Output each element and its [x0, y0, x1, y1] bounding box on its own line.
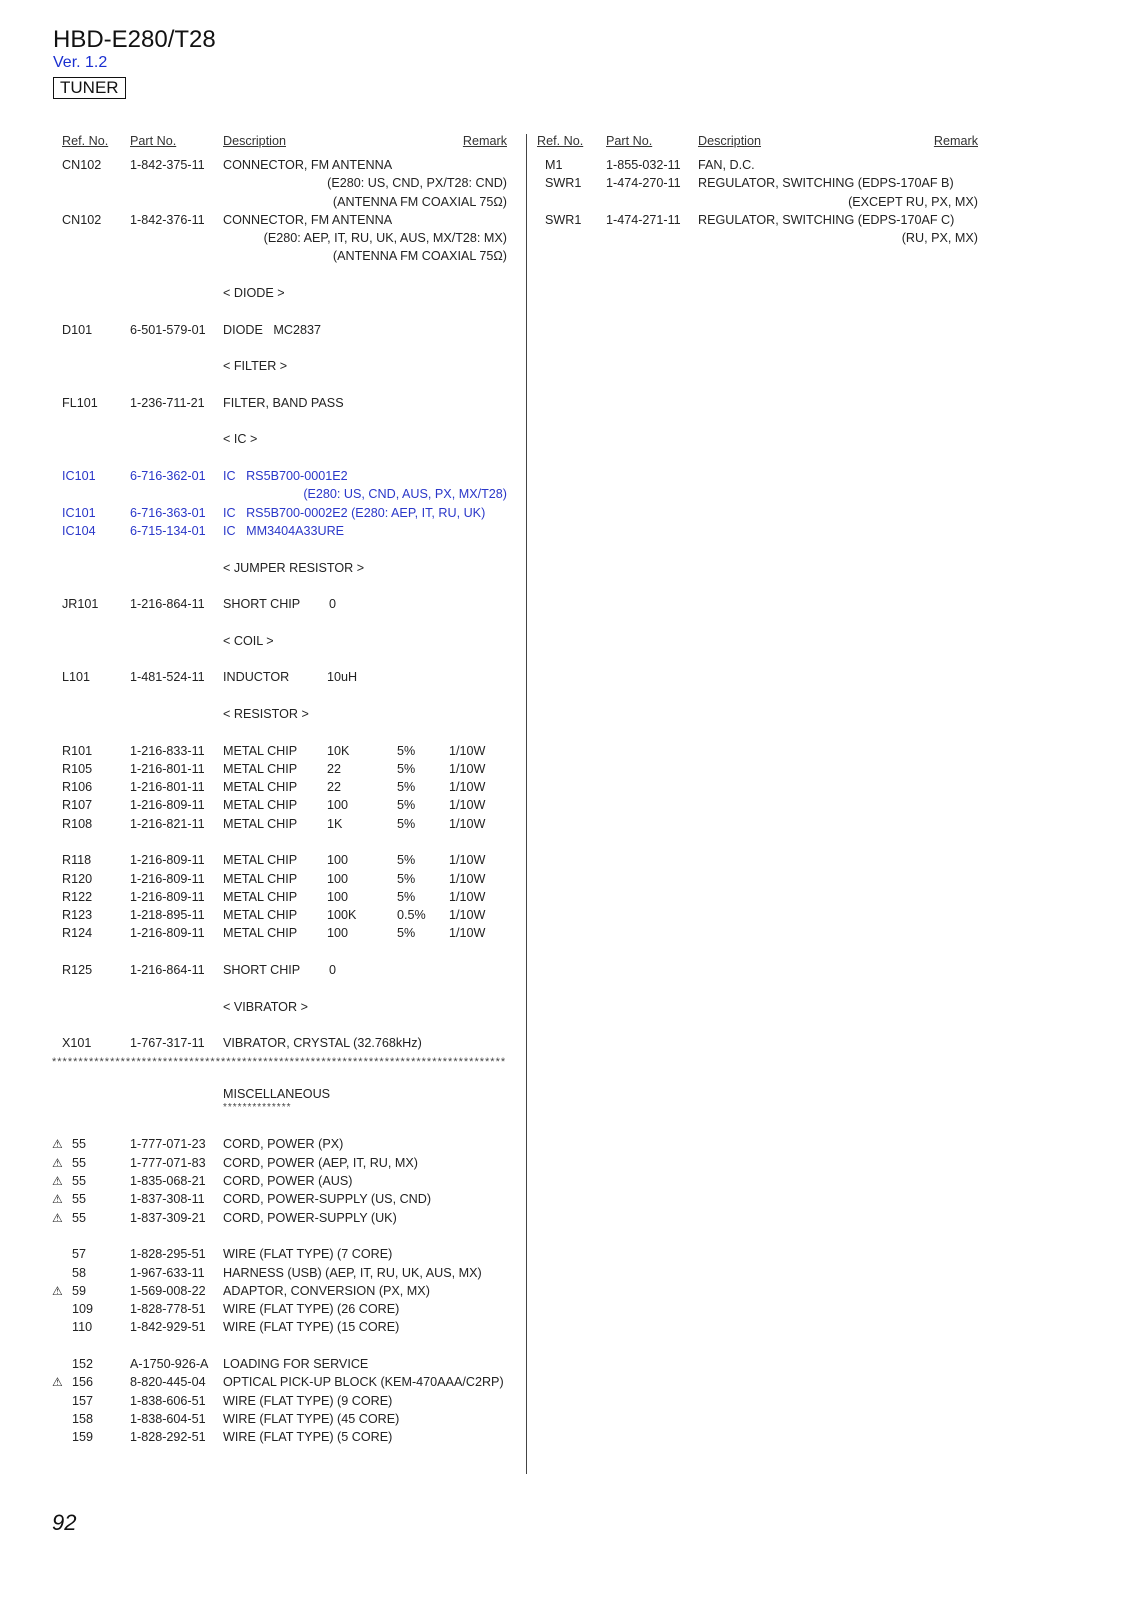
description: IC RS5B700-0002E2 (E280: AEP, IT, RU, UK)	[223, 505, 486, 520]
parts-row	[52, 1135, 518, 1153]
ref-no: D101	[62, 322, 93, 337]
parts-row	[52, 796, 518, 814]
value: 100	[327, 889, 349, 904]
parts-row	[52, 888, 518, 906]
power-rating: 1/10W	[449, 816, 486, 831]
power-rating: 1/10W	[449, 889, 486, 904]
column-header	[52, 134, 518, 156]
value: 100	[327, 926, 349, 941]
parts-row	[52, 760, 518, 778]
ref-no: 55	[72, 1137, 87, 1152]
description: CORD, POWER (AEP, IT, RU, MX)	[223, 1155, 418, 1170]
part-no: 1-842-376-11	[130, 212, 205, 227]
parts-row	[52, 778, 518, 796]
part-no: 1-838-606-51	[130, 1393, 206, 1408]
part-no: 1-767-317-11	[130, 1036, 205, 1051]
part-no: 1-216-801-11	[130, 761, 205, 776]
value: 100	[327, 853, 349, 868]
description-header: Description	[698, 134, 761, 148]
category-heading: < IC >	[223, 432, 258, 447]
part-no: A-1750-926-A	[130, 1357, 209, 1371]
power-rating: 1/10W	[449, 871, 486, 886]
description: WIRE (FLAT TYPE) (5 CORE)	[223, 1430, 393, 1445]
resistor-group-1	[52, 742, 518, 833]
value: 10K	[327, 743, 350, 758]
part-no: 1-474-271-11	[606, 212, 681, 227]
ref-no: 109	[72, 1302, 94, 1317]
category-heading: < COIL >	[223, 633, 274, 648]
parts-row	[52, 1373, 518, 1391]
description: WIRE (FLAT TYPE) (7 CORE)	[223, 1247, 393, 1262]
part-no: 1-216-809-11	[130, 798, 205, 813]
part-no: 1-216-809-11	[130, 853, 205, 868]
ref-no: CN102	[62, 158, 102, 172]
parts-row	[52, 1209, 518, 1227]
ref-no: R123	[62, 908, 93, 923]
tolerance: 5%	[397, 871, 416, 886]
ref-no: 57	[72, 1247, 87, 1262]
ref-no: 55	[72, 1174, 87, 1189]
description: METAL CHIP	[223, 908, 298, 923]
power-rating: 1/10W	[449, 761, 486, 776]
value: 0	[329, 963, 337, 978]
tolerance: 5%	[397, 853, 416, 868]
part-no: 1-216-864-11	[130, 963, 205, 978]
version-label: Ver. 1.2	[53, 54, 108, 71]
part-no: 6-716-363-01	[130, 505, 206, 520]
tolerance: 0.5%	[397, 908, 426, 923]
parts-row	[52, 668, 518, 686]
ref-no: 156	[72, 1375, 94, 1390]
parts-row	[52, 211, 518, 229]
ref-no: R120	[62, 871, 93, 886]
part-no: 1-216-809-11	[130, 871, 205, 886]
ref-no: 59	[72, 1283, 87, 1298]
safety-warning-icon: ⚠	[52, 1192, 63, 1207]
description: METAL CHIP	[223, 889, 298, 904]
parts-row	[52, 1172, 518, 1190]
category-heading: < DIODE >	[223, 286, 285, 301]
category-heading: < RESISTOR >	[223, 706, 309, 721]
model-title: HBD-E280/T28	[53, 26, 216, 53]
ref-no: 152	[72, 1357, 94, 1371]
parts-row	[52, 1034, 518, 1052]
parts-row-continuation	[52, 174, 518, 192]
part-no: 1-828-778-51	[130, 1302, 206, 1317]
power-rating: 1/10W	[449, 743, 486, 758]
part-no: 1-216-833-11	[130, 743, 205, 758]
part-no: 1-216-864-11	[130, 597, 205, 612]
ref-no: 55	[72, 1210, 87, 1225]
part-no: 1-216-801-11	[130, 780, 205, 795]
misc-group-3	[52, 1355, 518, 1446]
power-rating: 1/10W	[449, 780, 486, 795]
remark: (ANTENNA FM COAXIAL 75Ω)	[332, 249, 507, 264]
parts-row	[52, 961, 518, 979]
parts-row-continuation	[52, 247, 518, 265]
value: 1K	[327, 816, 343, 831]
description: WIRE (FLAT TYPE) (26 CORE)	[223, 1302, 400, 1317]
ref-no: R107	[62, 798, 93, 813]
value: 100	[327, 798, 349, 813]
heading-underline: **************	[223, 1102, 292, 1114]
part-no: 1-835-068-21	[130, 1174, 206, 1189]
tolerance: 5%	[397, 780, 416, 795]
tolerance: 5%	[397, 798, 416, 813]
part-no: 1-481-524-11	[130, 670, 205, 685]
part-no: 1-828-295-51	[130, 1247, 206, 1262]
description: METAL CHIP	[223, 926, 298, 941]
part-no: 1-216-821-11	[130, 816, 205, 831]
description: CONNECTOR, FM ANTENNA	[223, 158, 393, 172]
description: WIRE (FLAT TYPE) (9 CORE)	[223, 1393, 393, 1408]
part-no: 1-474-270-11	[606, 176, 681, 191]
ref-no-header: Ref. No.	[537, 134, 584, 148]
description: INDUCTOR	[223, 670, 290, 685]
page-number: 92	[52, 1510, 77, 1535]
parts-row	[52, 815, 518, 833]
part-no: 1-855-032-11	[606, 158, 681, 172]
tolerance: 5%	[397, 816, 416, 831]
parts-row	[52, 1410, 518, 1428]
ref-no: 159	[72, 1430, 94, 1445]
category-heading: < FILTER >	[223, 359, 288, 374]
description: DIODE MC2837	[223, 322, 321, 337]
description: CORD, POWER (PX)	[223, 1137, 344, 1152]
safety-warning-icon: ⚠	[52, 1174, 63, 1189]
part-no: 6-501-579-01	[130, 322, 206, 337]
ref-no: FL101	[62, 395, 98, 410]
description: IC RS5B700-0001E2	[223, 469, 348, 484]
part-no: 1-967-633-11	[130, 1265, 205, 1280]
safety-warning-icon: ⚠	[52, 1210, 63, 1225]
value: 10uH	[327, 670, 358, 685]
description: CORD, POWER (AUS)	[223, 1174, 353, 1189]
remark-header: Remark	[462, 134, 507, 148]
description: REGULATOR, SWITCHING (EDPS-170AF B)	[698, 176, 954, 191]
power-rating: 1/10W	[449, 853, 486, 868]
ref-no: R118	[62, 853, 92, 868]
parts-row	[52, 1300, 518, 1318]
parts-row-continuation	[52, 485, 518, 503]
part-no: 1-837-308-11	[130, 1192, 205, 1207]
part-no-header: Part No.	[606, 134, 653, 148]
ref-no: L101	[62, 670, 91, 685]
misc-group-1	[52, 1135, 518, 1226]
parts-row	[52, 394, 518, 412]
ref-no: R124	[62, 926, 93, 941]
description: METAL CHIP	[223, 780, 298, 795]
value: 0	[329, 597, 337, 612]
parts-row	[52, 1282, 518, 1300]
parts-row	[52, 595, 518, 613]
ref-no: 110	[72, 1320, 93, 1335]
parts-row	[52, 1245, 518, 1263]
part-no: 1-569-008-22	[130, 1283, 206, 1298]
ref-no: IC104	[62, 523, 96, 538]
parts-row	[52, 1355, 518, 1373]
parts-row-continuation	[537, 229, 1003, 247]
description-header: Description	[223, 134, 286, 148]
ref-no: SWR1	[545, 212, 582, 227]
description: IC MM3404A33URE	[223, 523, 345, 538]
parts-row	[52, 906, 518, 924]
section-separator: **************************************************************************************	[52, 1055, 507, 1068]
ref-no: X101	[62, 1036, 92, 1051]
description: SHORT CHIP	[223, 963, 301, 978]
parts-row	[52, 1190, 518, 1208]
ref-no: 158	[72, 1411, 94, 1426]
part-no: 1-828-292-51	[130, 1430, 206, 1445]
description: WIRE (FLAT TYPE) (15 CORE)	[223, 1320, 400, 1335]
part-no-header: Part No.	[130, 134, 177, 148]
ref-no: JR101	[62, 597, 99, 612]
part-no: 1-236-711-21	[130, 395, 205, 410]
description: ADAPTOR, CONVERSION (PX, MX)	[223, 1283, 430, 1298]
description: VIBRATOR, CRYSTAL (32.768kHz)	[223, 1036, 422, 1051]
remark: (ANTENNA FM COAXIAL 75Ω)	[332, 194, 507, 209]
ref-no: R125	[62, 963, 93, 978]
category-heading: MISCELLANEOUS	[223, 1086, 331, 1101]
ref-no: R105	[62, 761, 93, 776]
ref-no: R101	[62, 743, 93, 758]
part-no: 8-820-445-04	[130, 1375, 206, 1390]
parts-row	[52, 1154, 518, 1172]
description: OPTICAL PICK-UP BLOCK (KEM-470AAA/C2RP)	[223, 1375, 504, 1390]
ref-no: IC101	[62, 469, 96, 484]
part-no: 1-216-809-11	[130, 926, 205, 941]
tolerance: 5%	[397, 926, 416, 941]
parts-row	[52, 156, 518, 174]
description: METAL CHIP	[223, 743, 298, 758]
ref-no: M1	[545, 158, 563, 172]
parts-row	[52, 321, 518, 339]
parts-row	[52, 851, 518, 869]
resistor-group-2	[52, 851, 518, 942]
tolerance: 5%	[397, 743, 416, 758]
remark: (E280: US, CND, PX/T28: CND)	[327, 176, 507, 191]
parts-row	[52, 742, 518, 760]
description: HARNESS (USB) (AEP, IT, RU, UK, AUS, MX)	[223, 1265, 482, 1280]
part-no: 1-842-375-11	[130, 158, 205, 172]
value: 100K	[327, 908, 357, 923]
parts-row	[52, 1428, 518, 1446]
description: METAL CHIP	[223, 853, 298, 868]
part-no: 6-715-134-01	[130, 523, 206, 538]
parts-row	[52, 1392, 518, 1410]
column-header	[537, 134, 1003, 156]
description: CONNECTOR, FM ANTENNA	[223, 212, 393, 227]
remark-header: Remark	[933, 134, 978, 148]
power-rating: 1/10W	[449, 908, 486, 923]
description: CORD, POWER-SUPPLY (UK)	[223, 1210, 397, 1225]
power-rating: 1/10W	[449, 926, 486, 941]
value: 100	[327, 871, 349, 886]
safety-warning-icon: ⚠	[52, 1137, 63, 1152]
ref-no: R106	[62, 780, 93, 795]
parts-row	[52, 504, 518, 522]
tolerance: 5%	[397, 889, 416, 904]
parts-list-left	[52, 134, 518, 1446]
safety-warning-icon: ⚠	[52, 1375, 63, 1390]
value: 22	[327, 780, 342, 795]
parts-row	[537, 211, 1003, 229]
safety-warning-icon: ⚠	[52, 1283, 63, 1298]
tolerance: 5%	[397, 761, 416, 776]
remark: (EXCEPT RU, PX, MX)	[848, 194, 978, 209]
description: WIRE (FLAT TYPE) (45 CORE)	[223, 1411, 400, 1426]
ref-no: R108	[62, 816, 93, 831]
description: FILTER, BAND PASS	[223, 395, 344, 410]
part-no: 1-218-895-11	[130, 908, 205, 923]
parts-row	[537, 174, 1003, 192]
ref-no: IC101	[62, 505, 96, 520]
parts-row	[52, 870, 518, 888]
ref-no: 58	[72, 1265, 87, 1280]
parts-list-right	[537, 134, 1003, 247]
column-divider	[526, 134, 527, 1474]
ref-no: SWR1	[545, 176, 582, 191]
part-no: 6-716-362-01	[130, 469, 206, 484]
parts-row	[52, 1264, 518, 1282]
parts-row-continuation	[52, 229, 518, 247]
category-heading: < VIBRATOR >	[223, 999, 308, 1014]
safety-warning-icon: ⚠	[52, 1155, 63, 1170]
value: 22	[327, 761, 342, 776]
parts-row	[52, 1318, 518, 1336]
ref-no-header: Ref. No.	[62, 134, 109, 148]
parts-row-continuation	[52, 193, 518, 211]
description: REGULATOR, SWITCHING (EDPS-170AF C)	[698, 212, 955, 227]
description: METAL CHIP	[223, 761, 298, 776]
misc-group-2	[52, 1245, 518, 1336]
description: METAL CHIP	[223, 871, 298, 886]
parts-row	[52, 522, 518, 540]
description: LOADING FOR SERVICE	[223, 1357, 369, 1371]
parts-row	[52, 924, 518, 942]
parts-row-continuation	[537, 193, 1003, 211]
part-no: 1-838-604-51	[130, 1411, 206, 1426]
part-no: 1-777-071-23	[130, 1137, 206, 1152]
power-rating: 1/10W	[449, 798, 486, 813]
remark: (RU, PX, MX)	[901, 231, 978, 246]
part-no: 1-837-309-21	[130, 1210, 206, 1225]
description: FAN, D.C.	[698, 158, 755, 172]
description: CORD, POWER-SUPPLY (US, CND)	[223, 1192, 432, 1207]
description: SHORT CHIP	[223, 597, 301, 612]
ref-no: 157	[72, 1393, 94, 1408]
ref-no: CN102	[62, 212, 102, 227]
part-no: 1-777-071-83	[130, 1155, 206, 1170]
remark: (E280: AEP, IT, RU, UK, AUS, MX/T28: MX)	[263, 231, 507, 246]
ref-no: 55	[72, 1155, 87, 1170]
section-label: TUNER	[53, 77, 126, 99]
category-heading: < JUMPER RESISTOR >	[223, 560, 365, 575]
ref-no: R122	[62, 889, 93, 904]
parts-row	[537, 156, 1003, 174]
parts-row	[52, 467, 518, 485]
remark: (E280: US, CND, AUS, PX, MX/T28)	[303, 487, 507, 502]
part-no: 1-216-809-11	[130, 889, 205, 904]
description: METAL CHIP	[223, 798, 298, 813]
ref-no: 55	[72, 1192, 87, 1207]
part-no: 1-842-929-51	[130, 1320, 206, 1335]
description: METAL CHIP	[223, 816, 298, 831]
